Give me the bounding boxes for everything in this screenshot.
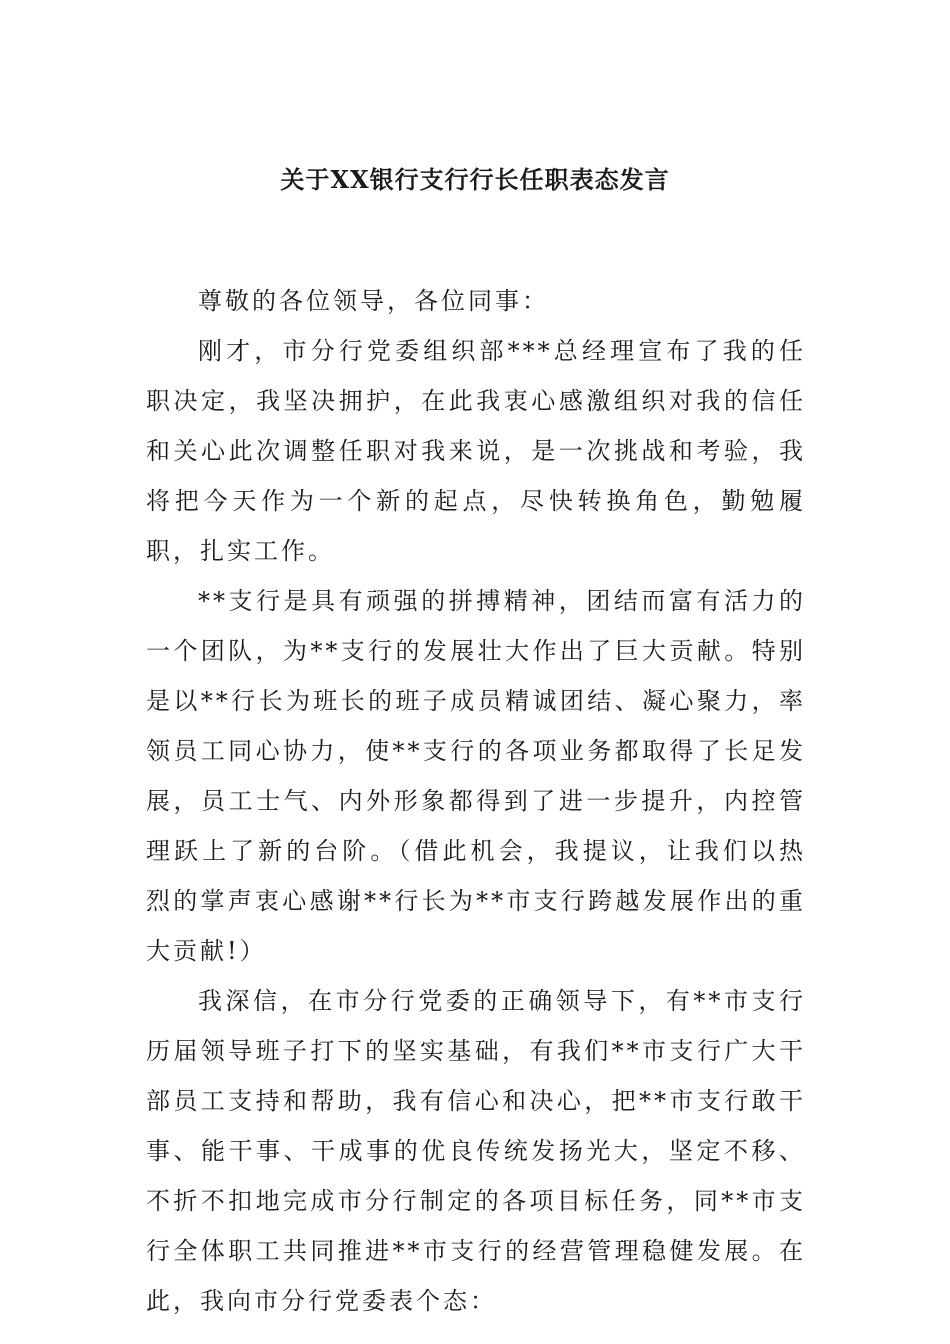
document-body (146, 276, 806, 1326)
paragraph-3: 我深信，在市分行党委的正确领导下，有**市支行历届领导班子打下的坚实基础，有我们**市支行广大干部员工支持和帮助，我有信心和决心，把**市支行敢干事、能干事、干成事的优良传统发扬光大，坚定不移、不折不扣地完成市分行制定的各项目标任务，同**市支行全体职工共同推进**市支行的经营管理稳健发展。在此，我向市分行党委表个态： (146, 987, 806, 1315)
paragraph-2: **支行是具有顽强的拼搏精神，团结而富有活力的一个团队，为**支行的发展壮大作出了巨大贡献。特别是以**行长为班长的班子成员精诚团结、凝心聚力，率领员工同心协力，使**支行的各项业务都取得了长足发展，员工士气、内外形象都得到了进一步提升，内控管理跃上了新的台阶。（借此机会，我提议，让我们以热烈的掌声衷心感谢**行长为**市支行跨越发展作出的重大贡献!） (146, 587, 806, 965)
document-title: 关于XX银行支行行长任职表态发言 (280, 165, 670, 194)
paragraph-1: 刚才，市分行党委组织部***总经理宣布了我的任职决定，我坚决拥护，在此我衷心感激组织对我的信任和关心此次调整任职对我来说，是一次挑战和考验，我将把今天作为一个新的起点，尽快转换角色，勤勉履职，扎实工作。 (146, 337, 806, 565)
salutation: 尊敬的各位领导，各位同事： (198, 287, 549, 315)
